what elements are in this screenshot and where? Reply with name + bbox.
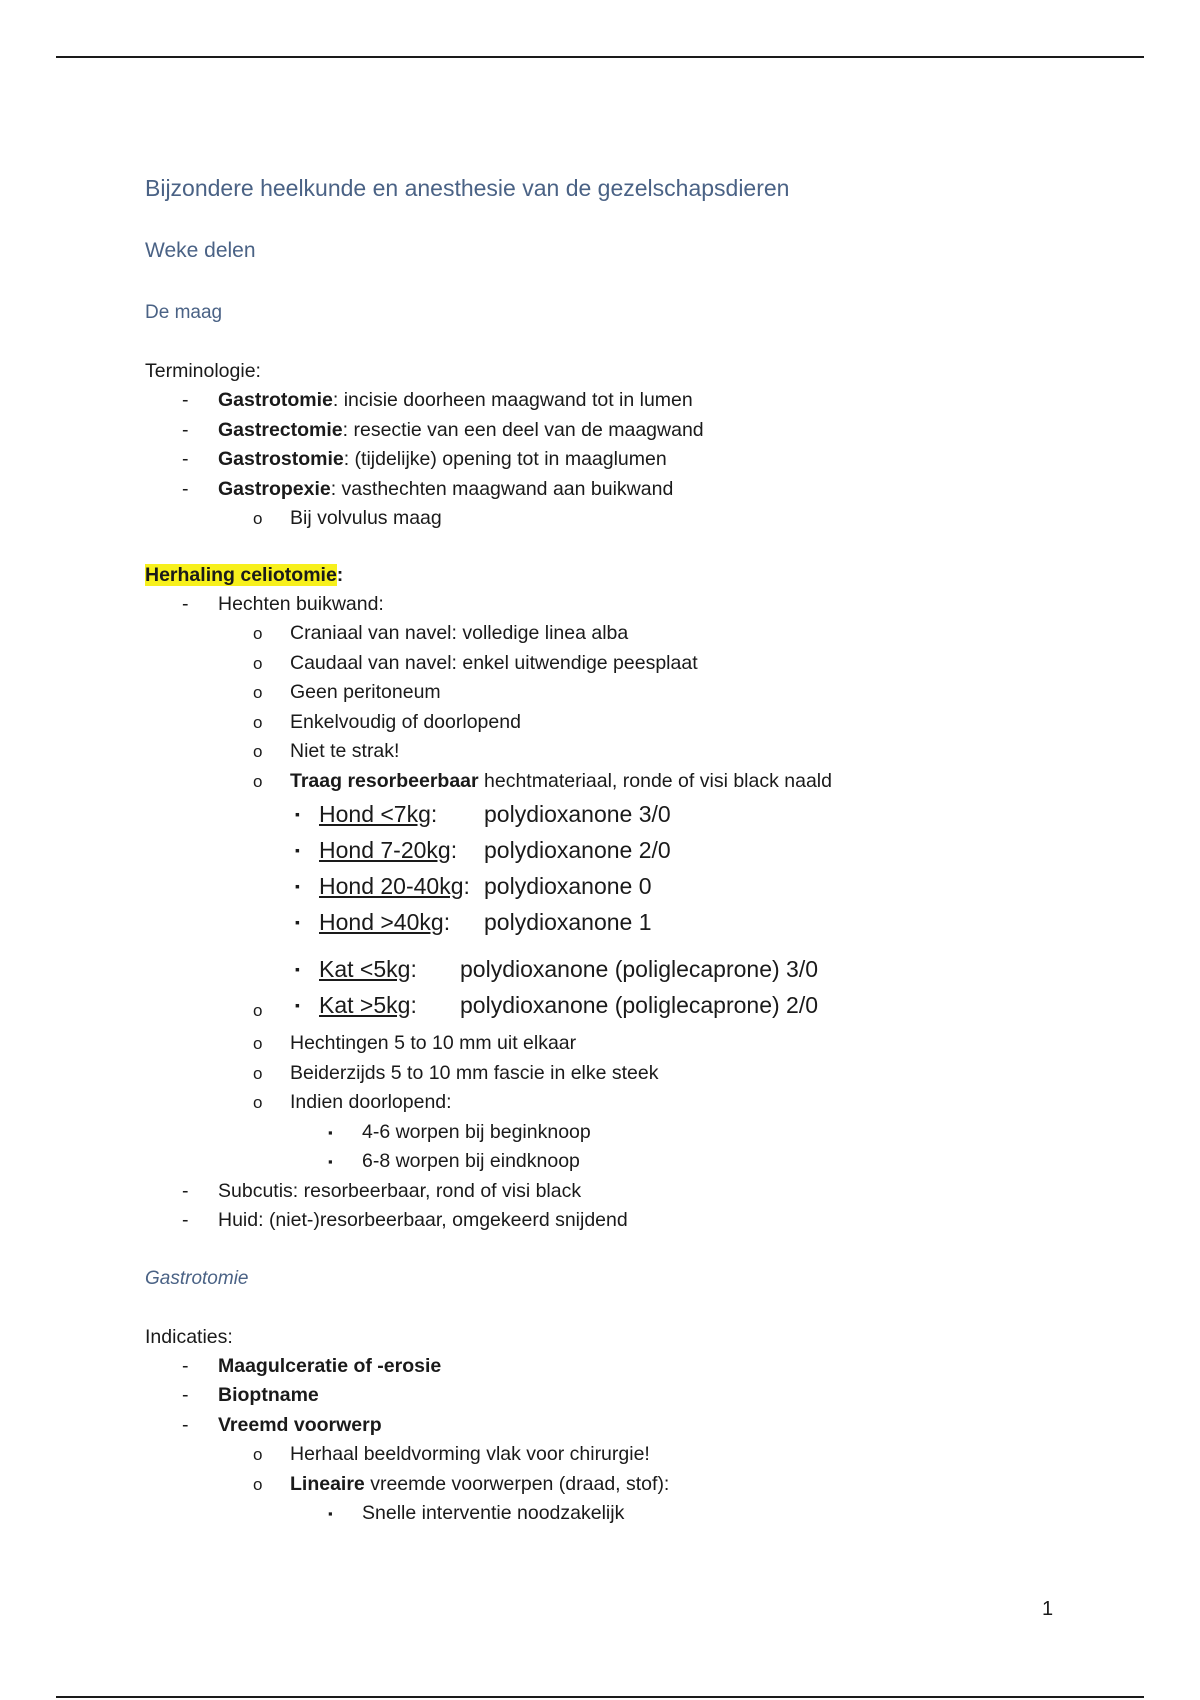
circle-bullet: o (253, 1063, 263, 1083)
circle-bullet: o (253, 712, 263, 732)
list-item: o Beiderzijds 5 to 10 mm fascie in elke steek (145, 1059, 1125, 1089)
list-item: - Gastropexie: vasthechten maagwand aan buikwand (145, 475, 1125, 505)
list-item: ▪ 6-8 worpen bij eindknoop (145, 1147, 1125, 1177)
list-item: o Hechtingen 5 to 10 mm uit elkaar (145, 1029, 1125, 1059)
circle-bullet: o (253, 1445, 263, 1464)
list-item: - Maagulceratie of -erosie (145, 1352, 1125, 1382)
list-item: - Vreemd voorwerp (145, 1411, 1125, 1441)
dash-bullet: - (182, 477, 189, 500)
terminologie-heading: Terminologie: (145, 360, 261, 382)
square-bullet: ▪ (328, 1154, 333, 1169)
list-item: - Huid: (niet-)resorbeerbaar, omgekeerd snijdend (145, 1206, 1125, 1236)
list-item: o Enkelvoudig of doorlopend (145, 708, 1125, 738)
list-item: o Niet te strak! (145, 737, 1125, 767)
terminologie-list (145, 386, 1125, 534)
circle-bullet: o (253, 742, 263, 761)
bottom-rule (56, 1696, 1144, 1698)
list-item: o Geen peritoneum (145, 678, 1125, 708)
indicaties-heading: Indicaties: (145, 1325, 233, 1348)
suture-size-row: ▪ Kat >5kg: polydioxanone (poliglecaprone) 2/0 (145, 987, 1125, 1023)
square-bullet: ▪ (295, 842, 300, 858)
list-item: o Herhaal beeldvorming vlak voor chirurgie! (145, 1440, 1125, 1470)
dash-bullet: - (182, 448, 189, 470)
suture-size-row: ▪ Hond 7-20kg: polydioxanone 2/0 (145, 832, 1125, 868)
list-item: ▪ Snelle interventie noodzakelijk (145, 1499, 1125, 1529)
list-item: o Indien doorlopend: (145, 1088, 1125, 1118)
list-item: - Hechten buikwand: (145, 590, 1125, 620)
suture-size-row: ▪ Hond 20-40kg: polydioxanone 0 (145, 868, 1125, 904)
suture-size-row: ▪ Hond <7kg: polydioxanone 3/0 (145, 796, 1125, 832)
list-item: - Gastrectomie: resectie van een deel van de maagwand (145, 416, 1125, 446)
section-heading: Weke delen (145, 239, 256, 262)
herhaling-heading: Herhaling celiotomie: (145, 563, 344, 586)
dash-bullet: - (182, 1384, 189, 1406)
circle-bullet: o (253, 624, 263, 643)
dash-bullet: - (182, 1179, 189, 1202)
document-title: Bijzondere heelkunde en anesthesie van de gezelschapsdieren (145, 175, 790, 201)
subsection-heading: De maag (145, 302, 223, 323)
circle-bullet: o (253, 653, 263, 673)
square-bullet: ▪ (295, 878, 300, 894)
square-bullet: ▪ (295, 961, 300, 977)
list-item: o Bij volvulus maag (145, 504, 1125, 534)
square-bullet: ▪ (328, 1124, 333, 1140)
square-bullet: ▪ (328, 1506, 333, 1521)
document-body (145, 168, 1125, 1529)
list-item: - Subcutis: resorbeerbaar, rond of visi black (145, 1177, 1125, 1207)
list-item: o Lineaire vreemde voorwerpen (draad, stof): (145, 1470, 1125, 1500)
suture-size-list (145, 796, 1125, 1023)
circle-bullet: o (253, 1093, 263, 1112)
top-rule (56, 56, 1144, 58)
dash-bullet: - (182, 389, 189, 411)
suture-size-row: ▪ Hond >40kg: polydioxanone 1 (145, 904, 1125, 940)
circle-bullet: o (253, 683, 263, 702)
circle-bullet: o (253, 1474, 263, 1494)
page-number: 1 (1042, 1598, 1054, 1620)
dash-bullet: - (182, 1413, 189, 1436)
suture-size-row: ▪ Kat <5kg: polydioxanone (poliglecaprone) 3/0 (145, 951, 1125, 987)
list-item: o Traag resorbeerbaar hechtmateriaal, ronde of visi black naald (145, 767, 1125, 797)
circle-bullet: o (253, 771, 263, 791)
list-item: o Caudaal van navel: enkel uitwendige peesplaat (145, 649, 1125, 679)
list-item: ▪ 4-6 worpen bij beginknoop (145, 1118, 1125, 1148)
list-item: - Gastrotomie: incisie doorheen maagwand tot in lumen (145, 386, 1125, 416)
dash-bullet: - (182, 418, 189, 441)
circle-bullet: o (253, 1001, 263, 1020)
dash-bullet: - (182, 1354, 189, 1377)
circle-bullet: o (253, 509, 263, 528)
dash-bullet: - (182, 1209, 189, 1231)
dash-bullet: - (182, 592, 189, 615)
list-item: o Craniaal van navel: volledige linea alba (145, 619, 1125, 649)
square-bullet: ▪ (295, 914, 300, 930)
gastrotomie-heading: Gastrotomie (145, 1267, 249, 1289)
list-item: - Gastrostomie: (tijdelijke) opening tot in maaglumen (145, 445, 1125, 475)
square-bullet: ▪ (295, 806, 300, 822)
square-bullet: ▪ (295, 997, 300, 1013)
circle-bullet: o (253, 1034, 263, 1053)
list-item: - Bioptname (145, 1381, 1125, 1411)
